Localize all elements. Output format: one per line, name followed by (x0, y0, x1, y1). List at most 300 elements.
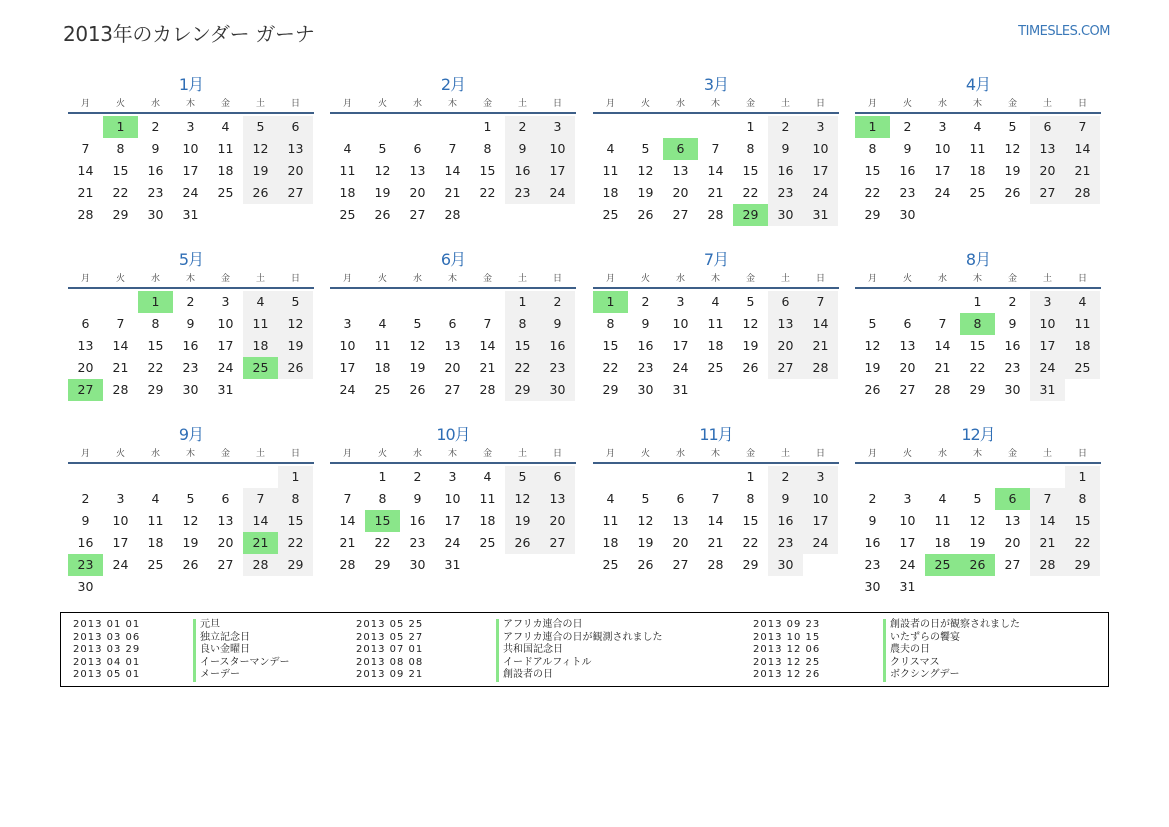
day-cell: 21 (803, 335, 838, 357)
day-cell: 18 (243, 335, 278, 357)
day-cell: 27 (768, 357, 803, 379)
holiday-name: 創設者の日 (496, 669, 553, 682)
day-cell: 10 (182, 141, 199, 156)
day-cell: 12 (864, 338, 881, 353)
day-cell: 7 (711, 141, 720, 156)
day-cell: 23 (147, 185, 164, 200)
month-block (330, 248, 576, 401)
holiday-name: メーデー (193, 669, 240, 682)
day-cell: 21 (77, 185, 94, 200)
day-grid (593, 291, 839, 401)
day-cell: 13 (278, 138, 313, 160)
day-cell: 28 (77, 207, 94, 222)
day-cell: 24 (803, 532, 838, 554)
day-cell: 25 (969, 185, 986, 200)
day-cell: 17 (1030, 335, 1065, 357)
weekday-label: 日 (1077, 449, 1087, 459)
weekday-label: 金 (482, 274, 492, 284)
day-cell: 10 (934, 141, 951, 156)
day-cell: 30 (77, 579, 94, 594)
weekday-label: 月 (342, 99, 352, 109)
day-cell: 28 (1065, 182, 1100, 204)
day-cell: 5 (973, 491, 982, 506)
day-cell: 23 (768, 532, 803, 554)
weekday-label: 水 (675, 99, 685, 109)
site-logo[interactable]: TIMESLES.COM (1018, 24, 1110, 39)
day-cell: 4 (221, 119, 230, 134)
month-title: 11月 (699, 425, 733, 444)
day-cell: 6 (1030, 116, 1065, 138)
day-cell: 10 (444, 491, 461, 506)
month-block (330, 423, 576, 576)
day-cell: 23 (1004, 360, 1021, 375)
holiday-date: 2013 05 25 (356, 619, 424, 630)
day-cell: 19 (1004, 163, 1021, 178)
empty-cell (470, 291, 505, 313)
day-cell: 27 (672, 557, 689, 572)
day-cell: 22 (742, 185, 759, 200)
day-cell: 11 (969, 141, 986, 156)
day-cell: 3 (1030, 291, 1065, 313)
holiday-name: 創設者の日が観察されました (883, 619, 1020, 632)
day-cell: 21 (444, 185, 461, 200)
day-cell: 9 (1008, 316, 1017, 331)
holiday-column (356, 619, 663, 682)
day-cell: 8 (483, 141, 492, 156)
day-cell: 14 (707, 163, 724, 178)
weekday-label: 木 (710, 449, 720, 459)
holiday-column (753, 619, 1020, 682)
weekday-label: 月 (605, 274, 615, 284)
weekday-label: 木 (447, 449, 457, 459)
day-cell: 11 (339, 163, 356, 178)
day-cell: 24 (672, 360, 689, 375)
empty-cell (995, 466, 1030, 488)
day-cell: 9 (868, 513, 877, 528)
day-cell: 30 (540, 379, 575, 401)
day-cell: 9 (81, 513, 90, 528)
holiday-day-cell: 26 (960, 554, 995, 576)
day-cell: 11 (1065, 313, 1100, 335)
empty-cell (435, 116, 470, 138)
day-cell: 10 (672, 316, 689, 331)
day-cell: 6 (81, 316, 90, 331)
day-cell: 17 (112, 535, 129, 550)
weekday-label: 火 (902, 449, 912, 459)
day-cell: 16 (540, 335, 575, 357)
holiday-name: アフリカ連合の日が観測されました (496, 632, 663, 645)
weekday-header (330, 273, 576, 289)
day-cell: 5 (505, 466, 540, 488)
day-cell: 20 (899, 360, 916, 375)
weekday-label: 日 (290, 274, 300, 284)
weekday-label: 木 (972, 274, 982, 284)
day-cell: 15 (1065, 510, 1100, 532)
empty-cell (138, 466, 173, 488)
day-cell: 13 (540, 488, 575, 510)
day-cell: 16 (77, 535, 94, 550)
day-cell: 4 (938, 491, 947, 506)
day-cell: 4 (973, 119, 982, 134)
weekday-label: 日 (552, 99, 562, 109)
day-cell: 4 (606, 491, 615, 506)
month-title: 3月 (703, 75, 729, 94)
day-cell: 9 (641, 316, 650, 331)
day-cell: 9 (903, 141, 912, 156)
day-cell: 28 (803, 357, 838, 379)
weekday-label: 火 (902, 99, 912, 109)
day-cell: 8 (746, 491, 755, 506)
month-title: 5月 (178, 250, 204, 269)
day-cell: 12 (505, 488, 540, 510)
month-block (68, 248, 314, 401)
day-cell: 25 (339, 207, 356, 222)
day-cell: 19 (742, 338, 759, 353)
day-cell: 13 (672, 513, 689, 528)
day-cell: 31 (899, 579, 916, 594)
day-cell: 24 (217, 360, 234, 375)
holiday-date: 2013 01 01 (73, 619, 141, 630)
day-cell: 27 (1030, 182, 1065, 204)
day-cell: 22 (864, 185, 881, 200)
day-cell: 11 (217, 141, 234, 156)
day-cell: 24 (112, 557, 129, 572)
day-grid (855, 466, 1101, 598)
day-cell: 27 (540, 532, 575, 554)
weekday-header (855, 273, 1101, 289)
day-cell: 27 (1004, 557, 1021, 572)
weekday-label: 火 (902, 274, 912, 284)
day-cell: 23 (768, 182, 803, 204)
day-cell: 19 (637, 185, 654, 200)
day-cell: 24 (339, 382, 356, 397)
holiday-date: 2013 05 01 (73, 669, 141, 680)
day-cell: 24 (444, 535, 461, 550)
day-cell: 3 (221, 294, 230, 309)
day-grid (68, 116, 314, 226)
day-cell: 10 (112, 513, 129, 528)
day-cell: 15 (147, 338, 164, 353)
day-cell: 16 (409, 513, 426, 528)
day-cell: 22 (479, 185, 496, 200)
day-cell: 14 (479, 338, 496, 353)
day-cell: 1 (378, 469, 387, 484)
holiday-day-cell: 1 (138, 291, 173, 313)
day-cell: 26 (243, 182, 278, 204)
day-cell: 3 (803, 466, 838, 488)
day-cell: 1 (483, 119, 492, 134)
holiday-name: 良い金曜日 (193, 644, 250, 657)
day-cell: 31 (182, 207, 199, 222)
day-cell: 20 (409, 185, 426, 200)
day-cell: 7 (1065, 116, 1100, 138)
weekday-label: 水 (412, 274, 422, 284)
day-cell: 2 (868, 491, 877, 506)
day-cell: 22 (742, 535, 759, 550)
empty-cell (330, 466, 365, 488)
day-cell: 12 (243, 138, 278, 160)
day-cell: 18 (602, 535, 619, 550)
day-cell: 16 (768, 510, 803, 532)
empty-cell (68, 116, 103, 138)
weekday-label: 日 (290, 99, 300, 109)
holiday-name: イードアルフィトル (496, 657, 592, 670)
day-cell: 19 (637, 535, 654, 550)
day-cell: 17 (444, 513, 461, 528)
day-cell: 18 (934, 535, 951, 550)
day-grid (855, 291, 1101, 401)
day-cell: 12 (637, 163, 654, 178)
weekday-label: 木 (972, 449, 982, 459)
day-cell: 7 (343, 491, 352, 506)
day-cell: 21 (479, 360, 496, 375)
weekday-label: 日 (1077, 99, 1087, 109)
weekday-label: 水 (675, 449, 685, 459)
day-cell: 27 (672, 207, 689, 222)
holiday-row (753, 632, 1020, 645)
day-grid (593, 116, 839, 226)
day-cell: 30 (768, 554, 803, 576)
day-cell: 19 (409, 360, 426, 375)
day-cell: 10 (339, 338, 356, 353)
day-cell: 8 (505, 313, 540, 335)
weekday-label: 土 (255, 449, 265, 459)
day-cell: 29 (602, 382, 619, 397)
holiday-row (356, 619, 663, 632)
day-cell: 26 (637, 207, 654, 222)
day-cell: 14 (112, 338, 129, 353)
empty-cell (890, 466, 925, 488)
day-cell: 26 (278, 357, 313, 379)
weekday-label: 木 (710, 274, 720, 284)
day-cell: 26 (374, 207, 391, 222)
holiday-day-cell: 1 (103, 116, 138, 138)
day-cell: 8 (606, 316, 615, 331)
empty-cell (208, 466, 243, 488)
day-cell: 1 (1065, 466, 1100, 488)
empty-cell (365, 291, 400, 313)
day-cell: 28 (479, 382, 496, 397)
day-cell: 21 (1065, 160, 1100, 182)
day-cell: 22 (278, 532, 313, 554)
day-cell: 2 (81, 491, 90, 506)
day-cell: 16 (147, 163, 164, 178)
day-cell: 1 (746, 119, 755, 134)
day-cell: 7 (81, 141, 90, 156)
day-cell: 13 (444, 338, 461, 353)
day-cell: 29 (112, 207, 129, 222)
day-cell: 18 (374, 360, 391, 375)
day-cell: 2 (151, 119, 160, 134)
day-cell: 6 (676, 491, 685, 506)
empty-cell (855, 291, 890, 313)
day-cell: 6 (448, 316, 457, 331)
day-cell: 8 (746, 141, 755, 156)
day-cell: 12 (409, 338, 426, 353)
day-cell: 11 (602, 163, 619, 178)
day-cell: 3 (343, 316, 352, 331)
weekday-label: 火 (377, 274, 387, 284)
holiday-name: いたずらの饗宴 (883, 632, 960, 645)
day-cell: 28 (112, 382, 129, 397)
holiday-day-cell: 6 (663, 138, 698, 160)
holiday-date: 2013 04 01 (73, 656, 141, 668)
holiday-day-cell: 1 (593, 291, 628, 313)
empty-cell (890, 291, 925, 313)
day-cell: 7 (711, 491, 720, 506)
holiday-row (356, 669, 663, 682)
day-cell: 31 (803, 204, 838, 226)
day-cell: 9 (768, 488, 803, 510)
day-cell: 4 (378, 316, 387, 331)
weekday-label: 土 (1042, 99, 1052, 109)
day-cell: 14 (444, 163, 461, 178)
weekday-label: 火 (115, 99, 125, 109)
day-cell: 8 (116, 141, 125, 156)
weekday-header (330, 448, 576, 464)
day-cell: 9 (186, 316, 195, 331)
day-cell: 19 (864, 360, 881, 375)
day-grid (855, 116, 1101, 226)
day-cell: 2 (768, 116, 803, 138)
weekday-label: 水 (150, 99, 160, 109)
day-cell: 20 (768, 335, 803, 357)
empty-cell (400, 116, 435, 138)
weekday-label: 土 (780, 449, 790, 459)
day-cell: 4 (711, 294, 720, 309)
empty-cell (628, 466, 663, 488)
day-cell: 10 (1030, 313, 1065, 335)
day-cell: 11 (374, 338, 391, 353)
weekday-label: 日 (552, 274, 562, 284)
day-cell: 7 (803, 291, 838, 313)
day-cell: 28 (444, 207, 461, 222)
day-cell: 30 (147, 207, 164, 222)
day-cell: 25 (602, 207, 619, 222)
day-cell: 20 (444, 360, 461, 375)
weekday-header (593, 273, 839, 289)
holiday-date: 2013 07 01 (356, 644, 424, 655)
holiday-date: 2013 12 06 (753, 644, 821, 655)
day-cell: 25 (374, 382, 391, 397)
day-cell: 21 (339, 535, 356, 550)
day-cell: 11 (707, 316, 724, 331)
day-cell: 14 (1030, 510, 1065, 532)
weekday-label: 土 (517, 274, 527, 284)
day-cell: 28 (934, 382, 951, 397)
day-cell: 11 (479, 491, 496, 506)
day-cell: 26 (742, 360, 759, 375)
holiday-day-cell: 21 (243, 532, 278, 554)
day-cell: 28 (243, 554, 278, 576)
day-cell: 3 (448, 469, 457, 484)
month-title: 1月 (178, 75, 204, 94)
holiday-date: 2013 12 26 (753, 669, 821, 680)
weekday-label: 火 (640, 449, 650, 459)
day-cell: 22 (969, 360, 986, 375)
empty-cell (103, 466, 138, 488)
day-cell: 29 (505, 379, 540, 401)
holiday-day-cell: 15 (365, 510, 400, 532)
holiday-name: アフリカ連合の日 (496, 619, 583, 632)
day-cell: 15 (742, 163, 759, 178)
day-cell: 7 (1030, 488, 1065, 510)
holiday-date: 2013 09 21 (356, 669, 424, 680)
day-cell: 20 (77, 360, 94, 375)
month-title: 2月 (440, 75, 466, 94)
holiday-day-cell: 27 (68, 379, 103, 401)
day-cell: 10 (803, 488, 838, 510)
holiday-row (753, 669, 1020, 682)
holiday-day-cell: 6 (995, 488, 1030, 510)
weekday-label: 火 (640, 99, 650, 109)
day-cell: 18 (602, 185, 619, 200)
holiday-day-cell: 25 (243, 357, 278, 379)
day-cell: 9 (413, 491, 422, 506)
day-cell: 16 (505, 160, 540, 182)
day-cell: 18 (339, 185, 356, 200)
day-cell: 22 (505, 357, 540, 379)
holiday-date: 2013 09 23 (753, 619, 821, 630)
day-cell: 3 (186, 119, 195, 134)
empty-cell (960, 466, 995, 488)
day-cell: 31 (1030, 379, 1065, 401)
day-cell: 12 (969, 513, 986, 528)
weekday-label: 日 (815, 449, 825, 459)
day-cell: 6 (768, 291, 803, 313)
day-cell: 17 (803, 160, 838, 182)
weekday-label: 金 (220, 99, 230, 109)
day-cell: 1 (973, 294, 982, 309)
holiday-name: 農夫の日 (883, 644, 930, 657)
day-cell: 23 (182, 360, 199, 375)
holiday-date: 2013 10 15 (753, 631, 821, 643)
day-cell: 14 (243, 510, 278, 532)
day-cell: 24 (803, 182, 838, 204)
day-cell: 5 (413, 316, 422, 331)
day-cell: 13 (217, 513, 234, 528)
day-cell: 2 (186, 294, 195, 309)
day-cell: 19 (969, 535, 986, 550)
day-cell: 19 (182, 535, 199, 550)
day-cell: 31 (444, 557, 461, 572)
day-cell: 13 (77, 338, 94, 353)
day-cell: 30 (864, 579, 881, 594)
weekday-label: 水 (150, 449, 160, 459)
day-cell: 3 (903, 491, 912, 506)
day-cell: 3 (676, 294, 685, 309)
holiday-day-cell: 29 (733, 204, 768, 226)
day-cell: 5 (278, 291, 313, 313)
day-cell: 25 (1065, 357, 1100, 379)
weekday-header (68, 273, 314, 289)
day-cell: 16 (899, 163, 916, 178)
weekday-label: 火 (640, 274, 650, 284)
empty-cell (628, 116, 663, 138)
empty-cell (330, 116, 365, 138)
day-cell: 16 (768, 160, 803, 182)
weekday-label: 木 (185, 99, 195, 109)
month-block (593, 73, 839, 226)
day-cell: 28 (707, 557, 724, 572)
day-cell: 18 (479, 513, 496, 528)
day-cell: 27 (278, 182, 313, 204)
day-cell: 6 (221, 491, 230, 506)
day-cell: 7 (116, 316, 125, 331)
holiday-row (356, 657, 663, 670)
month-block (593, 248, 839, 401)
day-cell: 29 (1065, 554, 1100, 576)
